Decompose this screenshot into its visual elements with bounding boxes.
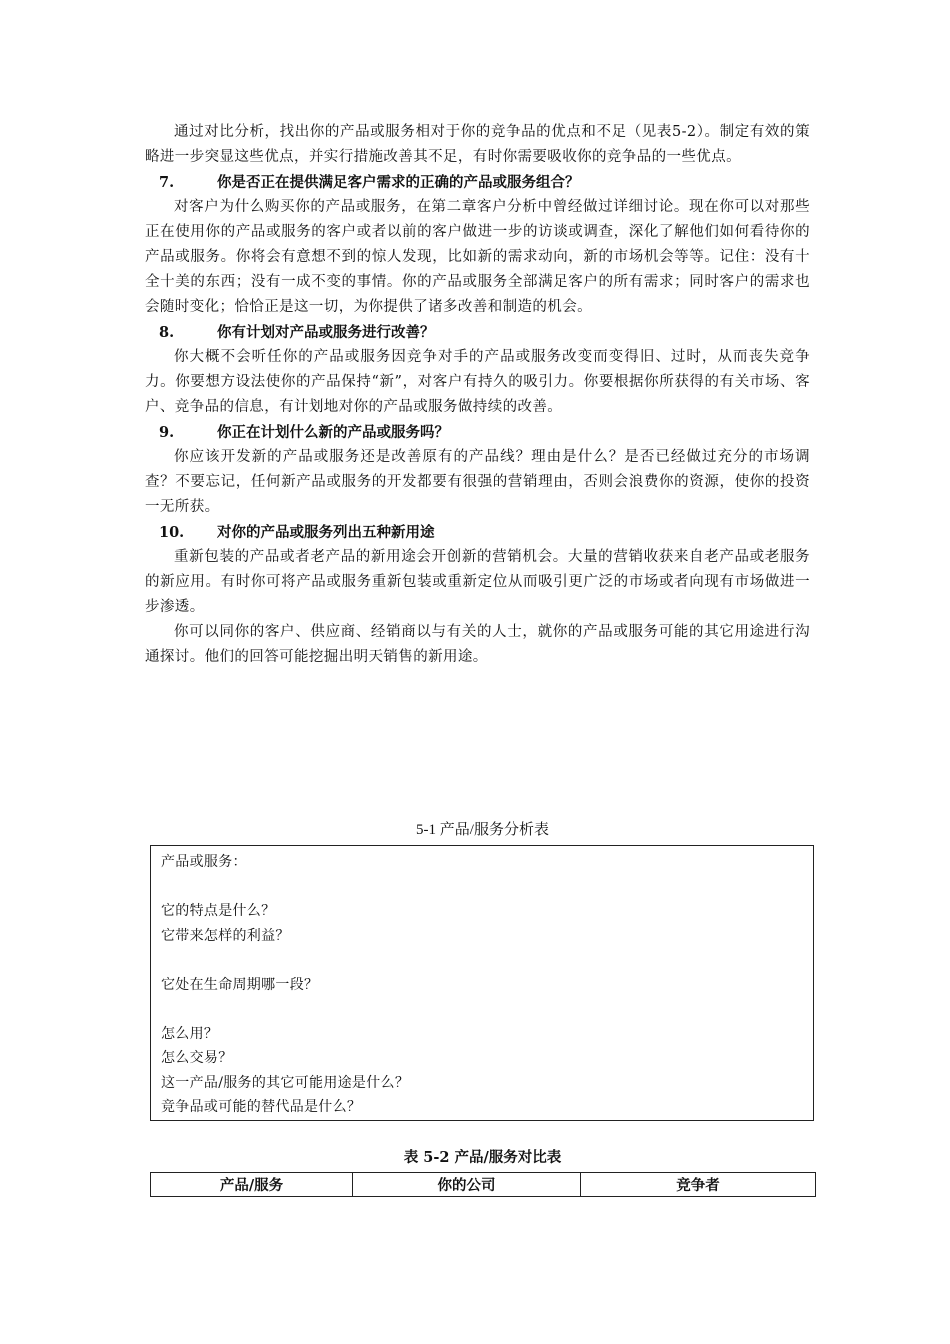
paragraph: 通过对比分析，找出你的产品或服务相对于你的竞争品的优点和不足（见表5-2）。制定有效的策略进一步突显这些优点，并实行措施改善其不足，有时你需要吸收你的竞争品的一些优点。 (145, 124, 810, 165)
section-number: 9. (159, 424, 175, 441)
table-header-row (151, 1173, 816, 1197)
section-heading-10 (145, 520, 810, 545)
section-title: 对你的产品或服务列出五种新用途 (217, 524, 435, 541)
paragraph: 你应该开发新的产品或服务还是改善原有的产品线？理由是什么？是否已经做过充分的市场调查？不要忘记，任何新产品或服务的开发都要有很强的营销理由，否则会浪费你的资源，使你的投资一无所获。 (145, 449, 810, 515)
table-line (161, 997, 803, 1022)
column-header-product: 产品/服务 (151, 1173, 353, 1197)
paragraph: 重新包装的产品或者老产品的新用途会开创新的营销机会。大量的营销收获来自老产品或老服务的新应用。有时你可将产品或服务重新包装或重新定位从而吸引更广泛的市场或者向现有市场做进一步渗透。 (145, 549, 810, 615)
section-number: 8. (159, 324, 175, 341)
column-header-competitor: 竞争者 (581, 1173, 816, 1197)
section-title: 你有计划对产品或服务进行改善？ (217, 324, 435, 341)
section-heading-7 (145, 170, 810, 195)
column-header-your-company: 你的公司 (353, 1173, 581, 1197)
paragraph: 你可以同你的客户、供应商、经销商以与有关的人士，就你的产品或服务可能的其它用途进行沟通探讨。他们的回答可能挖掘出明天销售的新用途。 (145, 624, 810, 665)
table-line: 它带来怎样的利益？ (161, 927, 290, 944)
document-body (145, 120, 810, 670)
paragraph: 你大概不会听任你的产品或服务因竞争对手的产品或服务改变而变得旧、过时，从而丧失竞争力。你要想方设法使你的产品保持“新”，对客户有持久的吸引力。你要根据你所获得的有关市场、客户、竞争品的信息，有计划地对你的产品或服务做持续的改善。 (145, 349, 810, 415)
paragraph: 对客户为什么购买你的产品或服务，在第二章客户分析中曾经做过详细讨论。现在你可以对那些正在使用你的产品或服务的客户或者以前的客户做进一步的访谈或调查，深化了解他们如何看待你的产品或服务。你将会有意想不到的惊人发现，比如新的需求动向，新的市场机会等等。记住：没有十全十美的东西；没有一成不变的事情。你的产品或服务全部满足客户的所有需求；同时客户的需求也会随时变化；恰恰正是这一切，为你提供了诸多改善和制造的机会。 (145, 199, 810, 315)
section-number: 10. (159, 524, 185, 541)
comparison-table-5-2 (150, 1172, 816, 1197)
table-caption-5-2: 表 5-2 产品/服务对比表 (403, 1149, 562, 1166)
section-title: 你是否正在提供满足客户需求的正确的产品或服务组合？ (217, 174, 580, 191)
table-line: 怎么用？ (161, 1025, 219, 1042)
table-line (161, 875, 803, 900)
table-line: 它的特点是什么？ (161, 903, 276, 919)
section-title: 你正在计划什么新的产品或服务吗？ (217, 424, 449, 441)
table-line: 产品或服务： (161, 854, 247, 870)
analysis-table-5-1 (150, 845, 814, 1121)
table-line: 怎么交易？ (161, 1050, 233, 1066)
table-line: 竞争品或可能的替代品是什么？ (161, 1099, 362, 1115)
table-line: 它处在生命周期哪一段？ (161, 976, 319, 993)
table-caption-5-1: 5-1 产品/服务分析表 (416, 822, 549, 838)
table-line (161, 948, 803, 973)
section-heading-8 (145, 320, 810, 345)
section-heading-9 (145, 420, 810, 445)
table-line: 这一产品/服务的其它可能用途是什么？ (161, 1074, 410, 1091)
section-number: 7. (159, 174, 175, 191)
